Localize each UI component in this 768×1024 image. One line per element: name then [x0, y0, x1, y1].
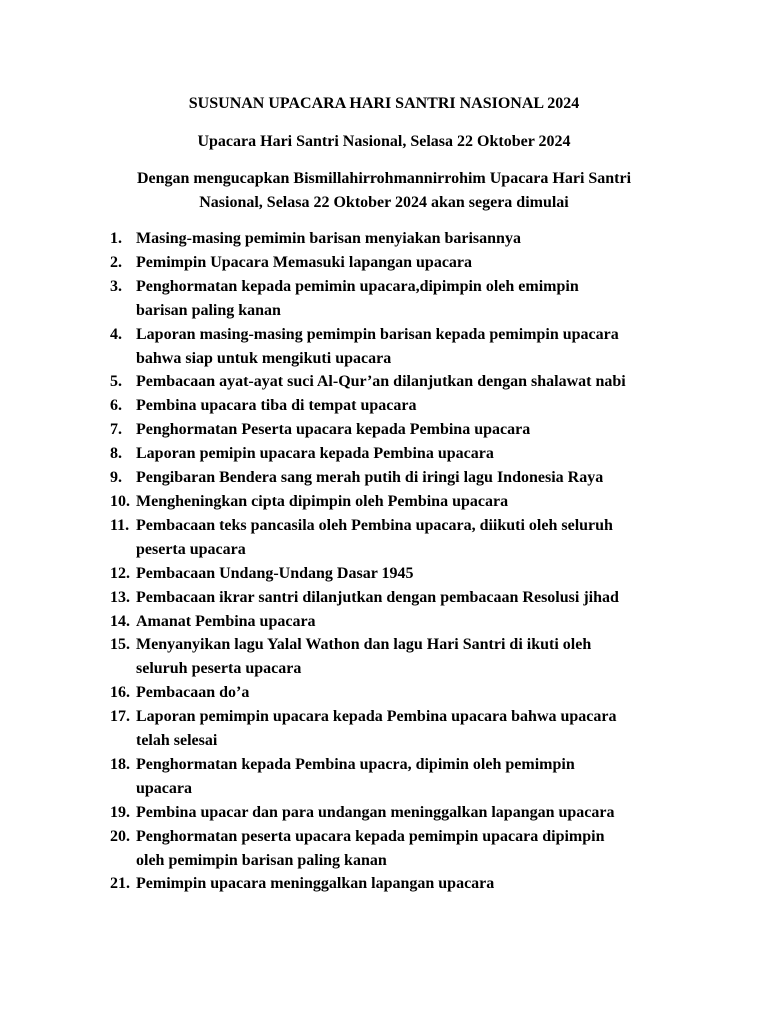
intro-paragraph [100, 167, 668, 215]
list-item [110, 275, 710, 323]
list-item-number: 18. [110, 755, 130, 773]
list-item-text: telah selesai [136, 732, 218, 750]
list-item-text: Pembacaan teks pancasila oleh Pembina upacara, diikuti oleh seluruh [136, 516, 613, 534]
list-item-number: 9. [110, 469, 122, 487]
list-item [110, 394, 710, 418]
list-item-number: 19. [110, 803, 130, 821]
list-item-text: Laporan pemimpin upacara kepada Pembina upacara bahwa upacara [136, 708, 617, 726]
list-item-number: 12. [110, 564, 130, 582]
list-item-number: 4. [110, 325, 122, 343]
list-item-text: Pembacaan ayat-ayat suci Al-Qur’an dilanjutkan dengan shalawat nabi [136, 373, 626, 391]
list-item [110, 514, 710, 562]
list-item-text: Amanat Pembina upacara [136, 612, 316, 630]
list-item-text: Penghormatan Peserta upacara kepada Pembina upacara [136, 421, 531, 439]
list-item-text: peserta upacara [136, 540, 246, 558]
list-item-number: 21. [110, 875, 130, 893]
list-item [110, 705, 710, 753]
list-item-number: 1. [110, 230, 122, 247]
list-item-number: 14. [110, 612, 130, 630]
list-item [110, 370, 710, 394]
list-item-number: 15. [110, 636, 130, 654]
list-item-number: 20. [110, 827, 130, 845]
list-item-text: oleh pemimpin barisan paling kanan [136, 851, 387, 869]
list-item [110, 323, 710, 371]
list-item [110, 825, 710, 873]
intro-line-2: Nasional, Selasa 22 Oktober 2024 akan segera dimulai [199, 194, 569, 211]
list-item-text: Pembacaan ikrar santri dilanjutkan dengan pembacaan Resolusi jihad [136, 588, 619, 606]
list-item-text: Pembina upacara tiba di tempat upacara [136, 397, 417, 415]
list-item-number: 3. [110, 277, 122, 295]
list-item-text: Pemimpin upacara meninggalkan lapangan upacara [136, 875, 495, 893]
list-item-text: Pembacaan do’a [136, 684, 250, 702]
list-item [110, 490, 710, 514]
agenda-list [110, 227, 710, 896]
list-item-text: Masing-masing pemimin barisan menyiakan barisannya [136, 230, 521, 247]
list-item [110, 466, 710, 490]
list-item-number: 17. [110, 708, 130, 726]
list-item-text: seluruh peserta upacara [136, 660, 302, 678]
list-item-text: barisan paling kanan [136, 301, 281, 319]
list-item [110, 586, 710, 610]
list-item-number: 16. [110, 684, 130, 702]
list-item-text: bahwa siap untuk mengikuti upacara [136, 349, 392, 367]
list-item-text: Pembina upacar dan para undangan meninggalkan lapangan upacara [136, 803, 615, 821]
list-item-text: Penghormatan kepada pemimin upacara,dipimpin oleh emimpin [136, 277, 579, 295]
list-item [110, 562, 710, 586]
list-item-text: Penghormatan peserta upacara kepada pemimpin upacara dipimpin [136, 827, 605, 845]
list-item-text: Pembacaan Undang-Undang Dasar 1945 [136, 564, 414, 582]
list-item [110, 251, 710, 275]
list-item-text: Mengheningkan cipta dipimpin oleh Pembina upacara [136, 492, 509, 510]
list-item [110, 442, 710, 466]
list-item-text: Laporan pemipin upacara kepada Pembina upacara [136, 445, 494, 463]
list-item-number: 10. [110, 492, 130, 510]
document-title: SUSUNAN UPACARA HARI SANTRI NASIONAL 2024 [188, 95, 580, 112]
list-item-text: Menyanyikan lagu Yalal Wathon dan lagu Hari Santri di ikuti oleh [136, 636, 592, 654]
list-item-number: 6. [110, 397, 122, 415]
list-item-text: upacara [136, 779, 192, 797]
document-subtitle: Upacara Hari Santri Nasional, Selasa 22 Oktober 2024 [197, 133, 571, 150]
intro-line-1: Dengan mengucapkan Bismillahirrohmannirrohim Upacara Hari Santri [136, 170, 632, 187]
list-item-text: Penghormatan kepada Pembina upacra, dipimin oleh pemimpin [136, 755, 575, 773]
list-item [110, 633, 710, 681]
list-item [110, 801, 710, 825]
list-item-number: 2. [110, 253, 122, 271]
list-item [110, 610, 710, 634]
list-item-number: 8. [110, 445, 122, 463]
list-item [110, 418, 710, 442]
list-item-number: 13. [110, 588, 130, 606]
list-item-text: Laporan masing-masing pemimpin barisan kepada pemimpin upacara [136, 325, 619, 343]
list-item-number: 11. [110, 516, 130, 534]
list-item-number: 5. [110, 373, 122, 391]
list-item [110, 681, 710, 705]
list-item [110, 227, 710, 251]
list-item [110, 753, 710, 801]
list-item-number: 7. [110, 421, 122, 439]
list-item-text: Pemimpin Upacara Memasuki lapangan upacara [136, 253, 473, 271]
list-item-text: Pengibaran Bendera sang merah putih di iringi lagu Indonesia Raya [136, 469, 604, 487]
list-item [110, 872, 710, 896]
